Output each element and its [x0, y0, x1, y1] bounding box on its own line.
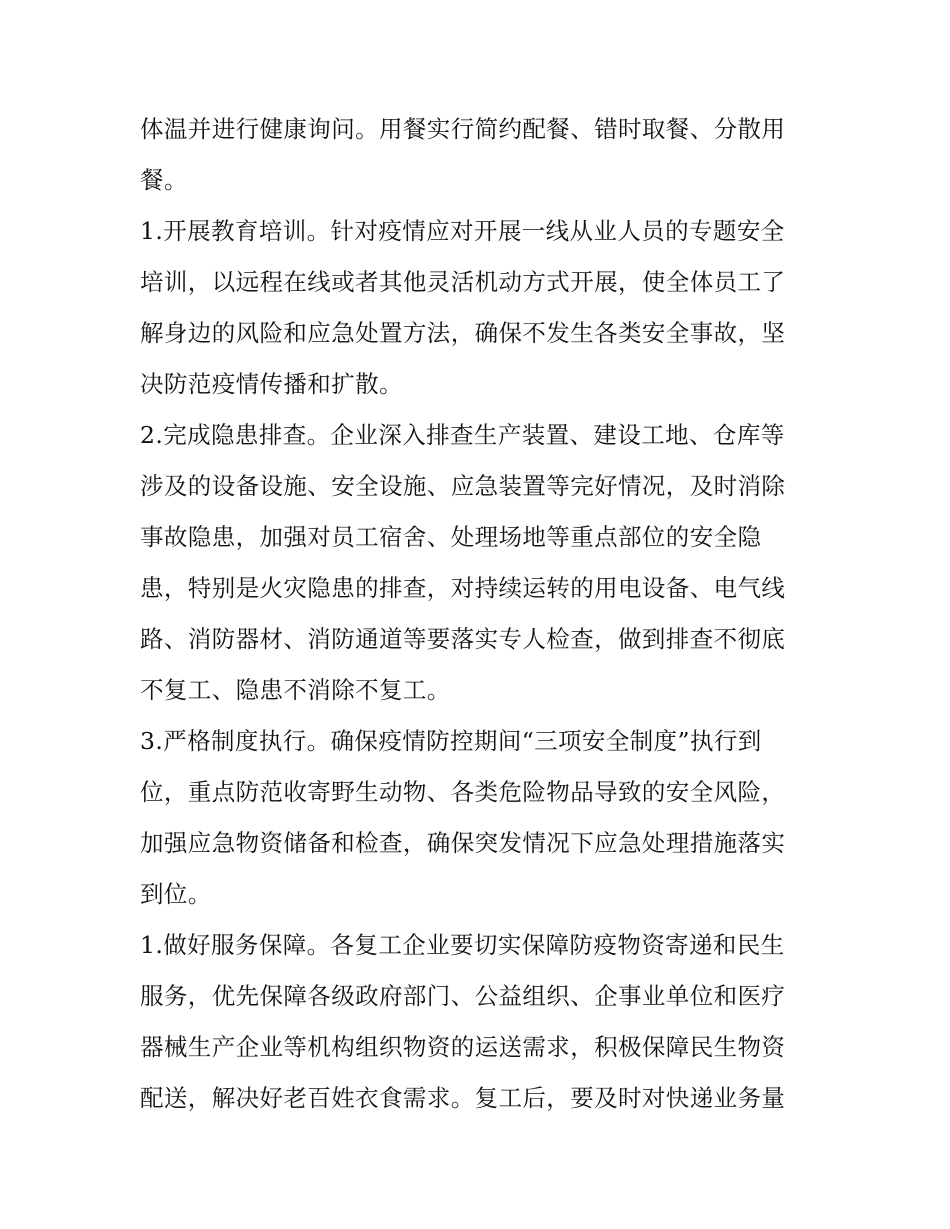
body-text-line: 服务，优先保障各级政府部门、公益组织、企事业单位和医疗: [140, 982, 786, 1010]
body-text-line: 餐。: [140, 166, 188, 194]
body-text-line: 体温并进行健康询问。用餐实行简约配餐、错时取餐、分散用: [140, 115, 786, 143]
body-text-line: 器械生产企业等机构组织物资的运送需求，积极保障民生物资: [140, 1033, 786, 1061]
body-text-line: 1.做好服务保障。各复工企业要切实保障防疫物资寄递和民生: [140, 931, 785, 959]
body-text-line: 解身边的风险和应急处置方法，确保不发生各类安全事故，坚: [140, 319, 786, 347]
body-text-line: 涉及的设备设施、安全设施、应急装置等完好情况，及时消除: [140, 472, 786, 500]
body-text-line: 配送，解决好老百姓衣食需求。复工后，要及时对快递业务量: [140, 1084, 786, 1112]
body-text-line: 培训，以远程在线或者其他灵活机动方式开展，使全体员工了: [140, 268, 786, 296]
body-text-line: 事故隐患，加强对员工宿舍、处理场地等重点部位的安全隐: [140, 523, 762, 551]
body-text-line: 不复工、隐患不消除不复工。: [140, 676, 451, 704]
document-body: [140, 104, 820, 1124]
body-text-line: 加强应急物资储备和检查，确保突发情况下应急处理措施落实: [140, 829, 786, 857]
body-text-line: 3.严格制度执行。确保疫情防控期间“三项安全制度”执行到: [140, 727, 762, 755]
body-text-line: 2.完成隐患排查。企业深入排查生产装置、建设工地、仓库等: [140, 421, 785, 449]
body-text-line: 决防范疫情传播和扩散。: [140, 370, 403, 398]
body-text-line: 1.开展教育培训。针对疫情应对开展一线从业人员的专题安全: [140, 217, 785, 245]
body-text-line: 患，特别是火灾隐患的排查，对持续运转的用电设备、电气线: [140, 574, 786, 602]
body-text-line: 路、消防器材、消防通道等要落实专人检查，做到排查不彻底: [140, 625, 786, 653]
body-text-line: 到位。: [140, 880, 212, 908]
body-text-line: 位，重点防范收寄野生动物、各类危险物品导致的安全风险，: [140, 778, 786, 806]
